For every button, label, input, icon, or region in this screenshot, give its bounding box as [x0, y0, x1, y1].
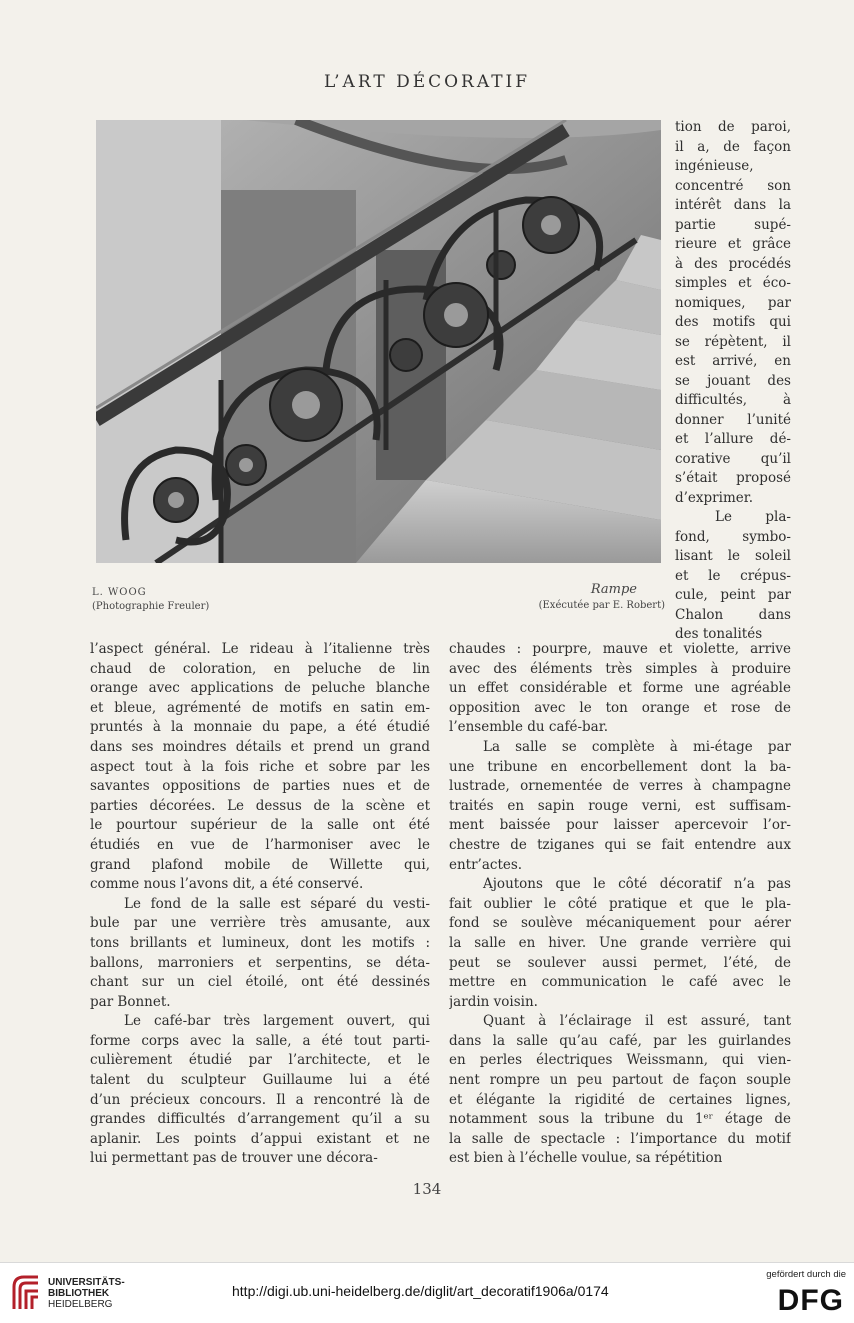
text-line: un effet considérable et forme une agréable	[449, 680, 791, 697]
text-line: traités en sapin rouge verni, est suffisam-	[449, 797, 791, 814]
text-line: étudiés en vue de l’harmoniser avec le	[90, 836, 430, 853]
text-line: tion de paroi,	[675, 119, 791, 135]
text-line: mettre en communication le café avec le	[449, 974, 791, 991]
photo-caption-left	[92, 586, 209, 614]
text-line: se jouant des	[675, 372, 791, 389]
text-line: aspect tout à la fois riche et sobre par les	[90, 758, 430, 775]
photo-credit: (Photographie Freuler)	[92, 601, 210, 612]
left-text-column	[90, 640, 430, 1169]
text-line: s’était proposé	[675, 470, 791, 486]
text-line: concentré son	[675, 177, 791, 194]
text-line: Le pla-	[715, 509, 791, 525]
text-line: Le café-bar très largement ouvert, qui	[124, 1013, 430, 1030]
staircase-photograph	[96, 120, 661, 563]
text-line: à des procédés	[675, 255, 791, 272]
text-line: ingénieuse,	[675, 158, 754, 174]
figure-title: Rampe	[590, 582, 637, 597]
text-line: Ajoutons que le côté décoratif n’a pas	[483, 876, 791, 893]
text-line: cule, peint par	[675, 587, 791, 603]
text-line: et élégante la rigidité de certaines lignes,	[449, 1091, 791, 1108]
text-line: en perles électriques Weissmann, qui vien-	[449, 1052, 791, 1069]
text-line: Le fond de la salle est séparé du vesti-	[124, 895, 430, 912]
text-line: nent rompre un peu partout de façon souple	[449, 1072, 791, 1089]
text-line: tons brillants et lumineux, dont les motifs :	[90, 934, 430, 951]
text-line: aplanir. Les points d’appui existant et ne	[90, 1130, 430, 1147]
text-line: une tribune en encorbellement dont la ba-	[449, 758, 791, 775]
text-line: rieure et grâce	[675, 236, 791, 252]
text-line: talent du sculpteur Guillaume lui a été	[90, 1072, 430, 1089]
text-line: Chalon dans	[675, 606, 791, 623]
text-line: corative qu’il	[675, 450, 791, 467]
text-line: opposition avec le ton orange et rose de	[449, 699, 791, 716]
text-line: peut se soulever aussi permet, l’été, de	[449, 954, 791, 971]
running-title: L’ART DÉCORATIF	[323, 72, 531, 92]
text-line: est bien à l’échelle voulue, sa répétition	[449, 1150, 723, 1167]
text-line: la salle de spectacle : l’importance du motif	[449, 1130, 791, 1147]
library-name: UNIVERSITÄTS- BIBLIOTHEK HEIDELBERG	[48, 1277, 125, 1310]
text-line: fait oublier le côté pratique et que le pla-	[449, 895, 791, 912]
text-line: entr’actes.	[449, 856, 523, 873]
text-line: il a, de façon	[675, 138, 791, 155]
text-line: nomiques, par	[675, 294, 791, 311]
text-line: notamment sous la tribune du 1ᵉʳ étage de	[449, 1111, 791, 1128]
text-line: ment baissée pour laisser apercevoir l’or-	[449, 817, 791, 834]
text-line: chaud de coloration, en peluche de lin	[90, 660, 430, 677]
text-line: avec des éléments très simples à produire	[449, 660, 791, 677]
text-line: se répètent, il	[675, 333, 791, 350]
text-line: et bleue, agrémenté de motifs en satin em-	[90, 699, 430, 716]
text-line: orange avec applications de peluche blanche	[90, 680, 430, 697]
text-line: dans ses moindres détails et prend un grand	[90, 738, 430, 755]
text-line: simples et éco-	[675, 275, 791, 291]
text-line: chestre de tziganes qui se fait entendre aux	[449, 836, 791, 853]
text-line: lui permettant pas de trouver une décora-	[90, 1150, 378, 1167]
text-line: dans la salle qu’au café, par les guirlandes	[449, 1032, 791, 1049]
text-line: culièrement étudié par l’architecte, et le	[90, 1052, 430, 1069]
text-line: la salle en hiver. Une grande verrière qui	[449, 934, 791, 951]
photo-caption-right	[500, 582, 665, 614]
text-line: grandes difficultés d’arrangement qu’il a su	[90, 1111, 430, 1128]
text-line: difficultés, à	[675, 392, 791, 408]
funding-label: gefördert durch die	[766, 1269, 846, 1280]
text-line: Quant à l’éclairage il est assuré, tant	[483, 1013, 791, 1030]
text-line: est arrivé, en	[675, 353, 791, 369]
text-line: jardin voisin.	[449, 993, 538, 1010]
text-line: et le crépus-	[675, 567, 791, 584]
page-number: 134	[412, 1180, 442, 1198]
text-line: bule par une verrière très amusante, aux	[90, 915, 430, 932]
text-line: La salle se complète à mi-étage par	[483, 738, 791, 755]
text-line: et l’allure dé-	[675, 431, 791, 447]
text-line: parties décorées. Le dessus de la scène et	[90, 797, 430, 814]
text-line: chaudes : pourpre, mauve et violette, arrive	[449, 641, 791, 657]
text-line: grand plafond mobile de Willette qui,	[90, 856, 430, 873]
execution-credit: (Exécutée par E. Robert)	[538, 600, 665, 611]
text-line: forme corps avec la salle, a été tout parti-	[90, 1032, 430, 1049]
text-line: le pourtour supérieur de la salle ont été	[90, 817, 430, 834]
text-line: des motifs qui	[675, 314, 791, 330]
text-line: par Bonnet.	[90, 993, 171, 1010]
text-line: savantes oppositions de parties nues et de	[90, 778, 430, 795]
right-text-column	[449, 640, 791, 1169]
dfg-logo: DFG	[777, 1284, 844, 1317]
text-line: l’aspect général. Le rideau à l’italienne très	[90, 641, 430, 657]
viewer-footer	[0, 1262, 854, 1323]
text-line: d’un précieux concours. Il a rencontré là de	[90, 1091, 430, 1108]
text-line: lustrade, ornementée de verres à champagne	[449, 778, 791, 795]
text-line: fond, symbo-	[675, 528, 791, 545]
text-line: donner l’unité	[675, 411, 791, 428]
permalink-url[interactable]: http://digi.ub.uni-heidelberg.de/diglit/art_decoratif1906a/0174	[232, 1283, 609, 1299]
side-text-column	[675, 118, 791, 645]
text-line: chant sur un ciel étoilé, ont été dessinés	[90, 974, 430, 991]
text-line: l’ensemble du café-bar.	[449, 719, 608, 736]
text-line: partie supé-	[675, 216, 791, 233]
text-line: comme nous l’avons dit, a été conservé.	[90, 876, 364, 893]
text-line: fond se soulève mécaniquement pour aérer	[449, 915, 791, 932]
text-line: intérêt dans la	[675, 197, 791, 213]
text-line: des tonalités	[675, 626, 763, 642]
staircase-illustration	[96, 120, 661, 563]
text-line: pruntés à la monnaie du pape, a été étudié	[90, 719, 430, 736]
artist-name: L. WOOG	[92, 587, 147, 598]
text-line: d’exprimer.	[675, 489, 754, 506]
university-library-logo-icon	[10, 1273, 42, 1313]
text-line: lisant le soleil	[675, 548, 791, 564]
text-line: ballons, marroniers et serpentins, se déta-	[90, 954, 430, 971]
